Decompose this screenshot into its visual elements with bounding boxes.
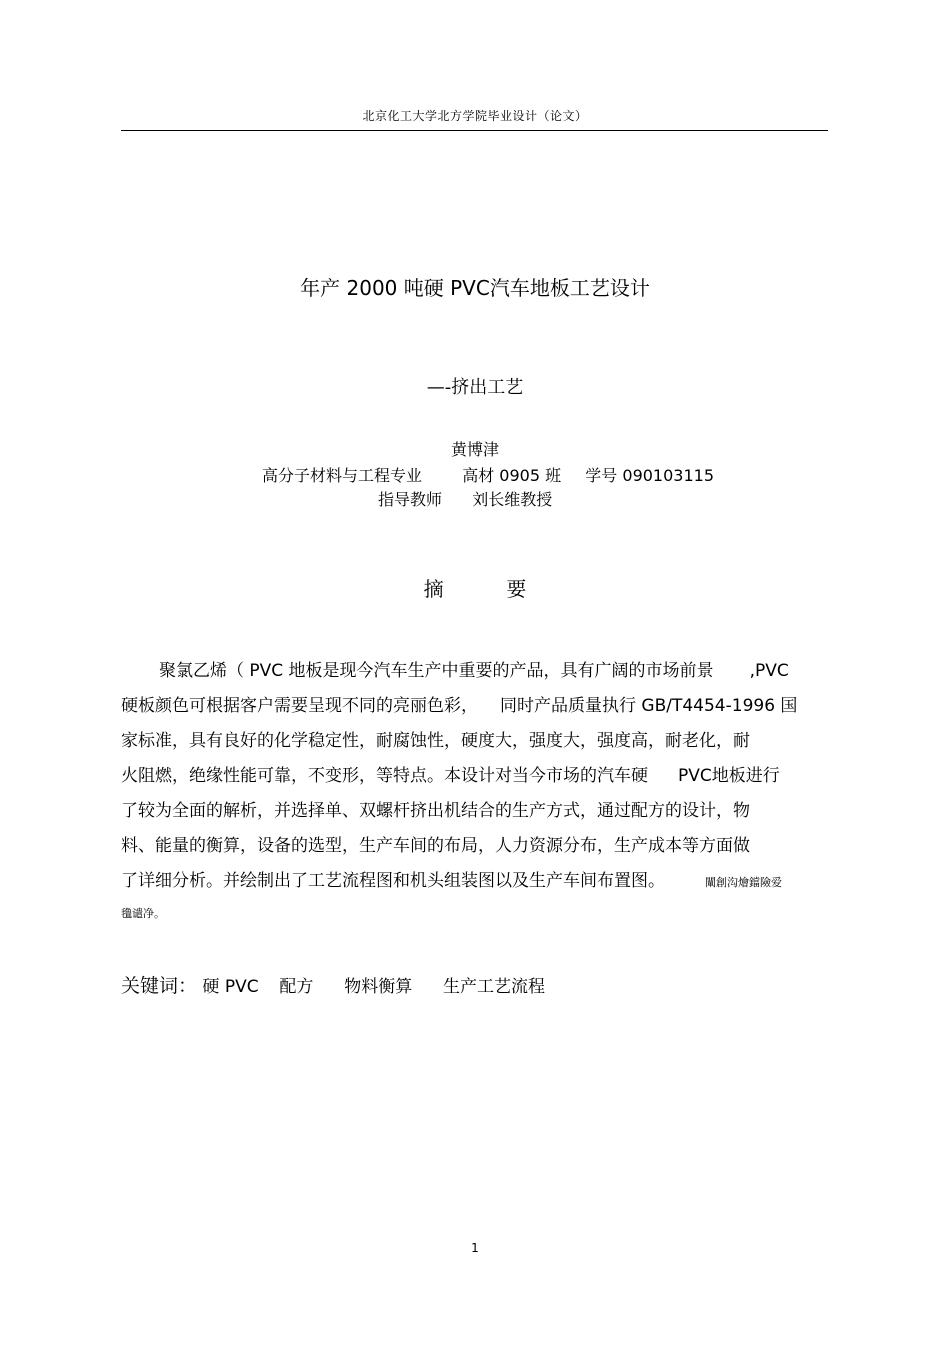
keywords-label: 关键词：: [121, 975, 198, 997]
abstract-line-1-tail: ,PVC: [749, 661, 789, 681]
author-name: 黄博津: [450, 440, 499, 459]
abstract-line-2-text: 硬板颜色可根据客户需要呈现不同的亮丽色彩，: [121, 696, 478, 716]
header-rule: [121, 130, 828, 131]
abstract-line-6-text: 料、能量的衡算，设备的选型，生产车间的布局，人力资源分布，生产成本等方面做: [121, 836, 750, 856]
running-header: 北京化工大学北方学院毕业设计（论文）: [362, 109, 588, 123]
abstract-line-8: [121, 905, 165, 921]
abstract-line-4-tail: PVC地板进行: [678, 766, 780, 786]
author-info-line: [262, 463, 714, 486]
thesis-title: 年产 2000 吨硬 PVC汽车地板工艺设计: [300, 276, 650, 300]
abstract-line-4: [121, 761, 780, 786]
abstract-line-7: [121, 866, 782, 891]
abstract-line-3-text: 家标准，具有良好的化学稳定性，耐腐蚀性，硬度大，强度大，强度高，耐老化，耐: [121, 731, 750, 751]
major: 高分子材料与工程专业: [262, 466, 423, 485]
abstract-line-5-text: 了较为全面的解析，并选择单、双螺杆挤出机结合的生产方式，通过配方的设计，物: [121, 801, 750, 821]
abstract-heading: [0, 573, 950, 602]
abstract-line-1-text: 聚氯乙烯（ PVC 地板是现今汽车生产中重要的产品，具有广阔的市场前景: [159, 661, 714, 681]
class: 高材 0905 班: [462, 466, 562, 485]
abstract-line-2-tail: 同时产品质量执行 GB/T4454-1996 国: [500, 696, 798, 716]
abstract-heading-left: 摘: [423, 577, 444, 601]
abstract-line-6: [121, 831, 750, 856]
page-number: 1: [471, 1241, 479, 1255]
advisor-label: 指导教师: [378, 490, 443, 509]
abstract-line-8-text: 氇谴净。: [121, 907, 165, 920]
keyword-item: 配方: [279, 977, 314, 997]
keyword-item: 硬 PVC: [202, 977, 259, 997]
abstract-line-1: [159, 656, 789, 681]
abstract-line-3: [121, 726, 750, 751]
abstract-line-4-text: 火阻燃，绝缘性能可靠，不变形，等特点。本设计对当今市场的汽车硬: [121, 766, 648, 786]
thesis-subtitle: —-挤出工艺: [426, 377, 524, 398]
keyword-item: 生产工艺流程: [443, 977, 546, 997]
advisor-line: [378, 487, 552, 510]
keywords-line: [121, 971, 545, 998]
keyword-item: 物料衡算: [344, 977, 413, 997]
abstract-line-7-text: 了详细分析。并绘制出了工艺流程图和机头组装图以及生产车间布置图。: [121, 871, 665, 891]
abstract-line-5: [121, 796, 750, 821]
abstract-heading-right: 要: [506, 577, 527, 601]
advisor-name: 刘长维教授: [472, 490, 553, 509]
student-id: 学号 090103115: [585, 466, 715, 485]
abstract-line-7-noise: 闡創沟燴鐺險爱: [705, 876, 782, 889]
abstract-line-2: [121, 691, 797, 716]
